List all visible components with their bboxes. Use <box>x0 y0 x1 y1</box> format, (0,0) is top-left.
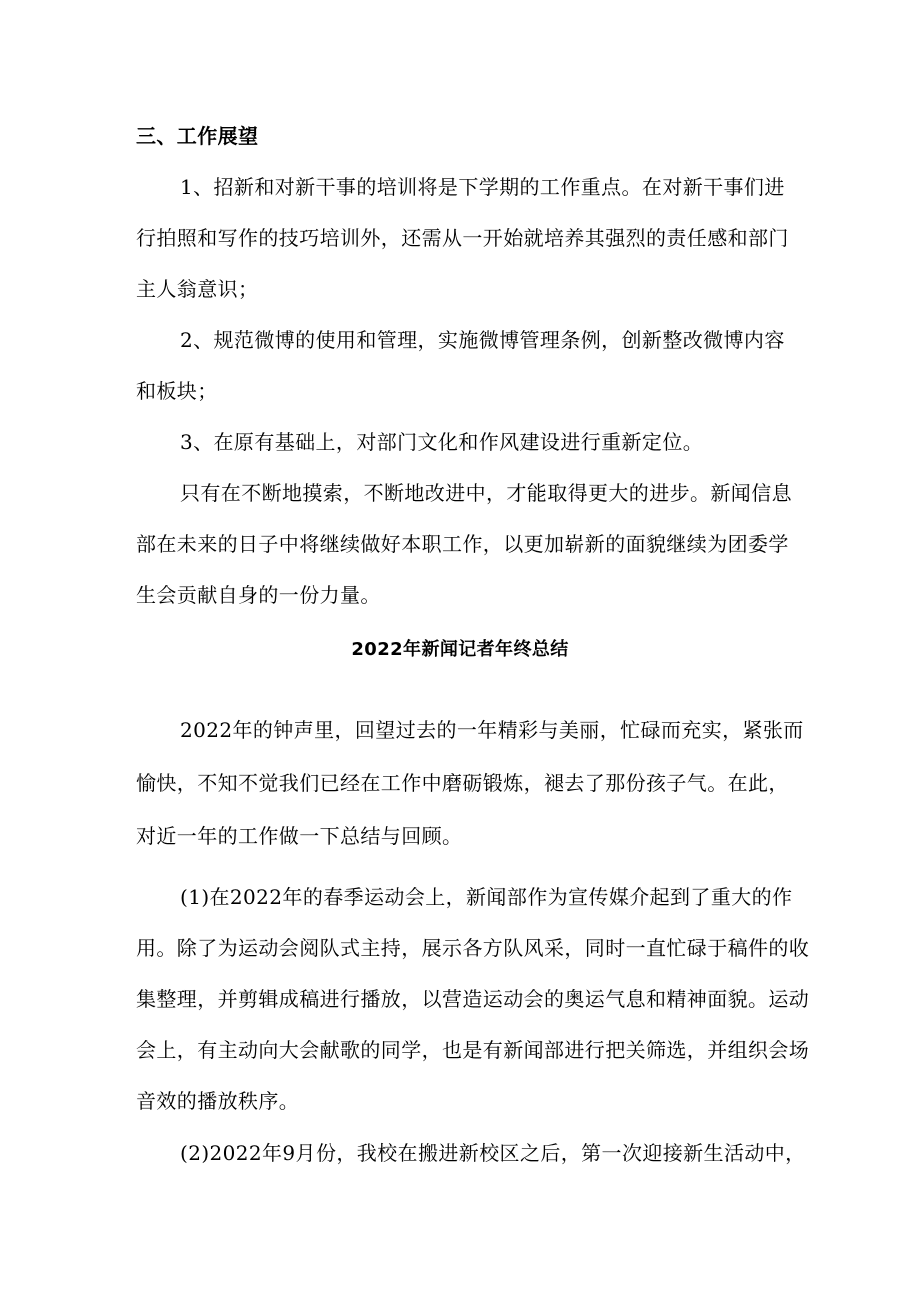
outlook-item-2-line-1: 2、规范微博的使用和管理，实施微博管理条例，创新整改微博内容 <box>180 328 785 352</box>
closing-paragraph-line-1: 只有在不断地摸索，不断地改进中，才能取得更大的进步。新闻信息 <box>180 481 792 505</box>
item1-paragraph-line-4: 会上，有主动向大会献歌的同学，也是有新闻部进行把关筛选，并组织会场 <box>136 1038 810 1062</box>
intro-paragraph-line-2: 愉快，不知不觉我们已经在工作中磨砺锻炼，褪去了那份孩子气。在此， <box>136 771 789 795</box>
outlook-item-1-line-2: 行拍照和写作的技巧培训外，还需从一开始就培养其强烈的责任感和部门 <box>136 226 789 250</box>
closing-paragraph-line-3: 生会贡献自身的一份力量。 <box>136 583 381 607</box>
outlook-item-3-line-1: 3、在原有基础上，对部门文化和作风建设进行重新定位。 <box>180 430 704 454</box>
closing-paragraph-line-2: 部在未来的日子中将继续做好本职工作，以更加崭新的面貌继续为团委学 <box>136 532 789 556</box>
section-heading: 三、工作展望 <box>136 124 259 148</box>
item1-paragraph-line-5: 音效的播放秩序。 <box>136 1089 300 1113</box>
intro-paragraph-line-1: 2022年的钟声里，回望过去的一年精彩与美丽，忙碌而充实，紧张而 <box>180 718 804 742</box>
outlook-item-2-line-2: 和板块； <box>136 379 218 403</box>
item2-paragraph-line-1: (2)2022年9月份，我校在搬进新校区之后，第一次迎接新生活动中， <box>180 1141 806 1165</box>
item1-paragraph-line-1: (1)在2022年的春季运动会上，新闻部作为宣传媒介起到了重大的作 <box>180 885 793 909</box>
intro-paragraph-line-3: 对近一年的工作做一下总结与回顾。 <box>136 824 463 848</box>
outlook-item-1-line-1: 1、招新和对新干事的培训将是下学期的工作重点。在对新干事们进 <box>180 175 785 199</box>
item1-paragraph-line-2: 用。除了为运动会阅队式主持，展示各方队风采，同时一直忙碌于稿件的收 <box>136 936 810 960</box>
outlook-item-1-line-3: 主人翁意识； <box>136 277 259 301</box>
item1-paragraph-line-3: 集整理，并剪辑成稿进行播放，以营造运动会的奥运气息和精神面貌。运动 <box>136 987 810 1011</box>
document-title: 2022年新闻记者年终总结 <box>351 639 569 660</box>
